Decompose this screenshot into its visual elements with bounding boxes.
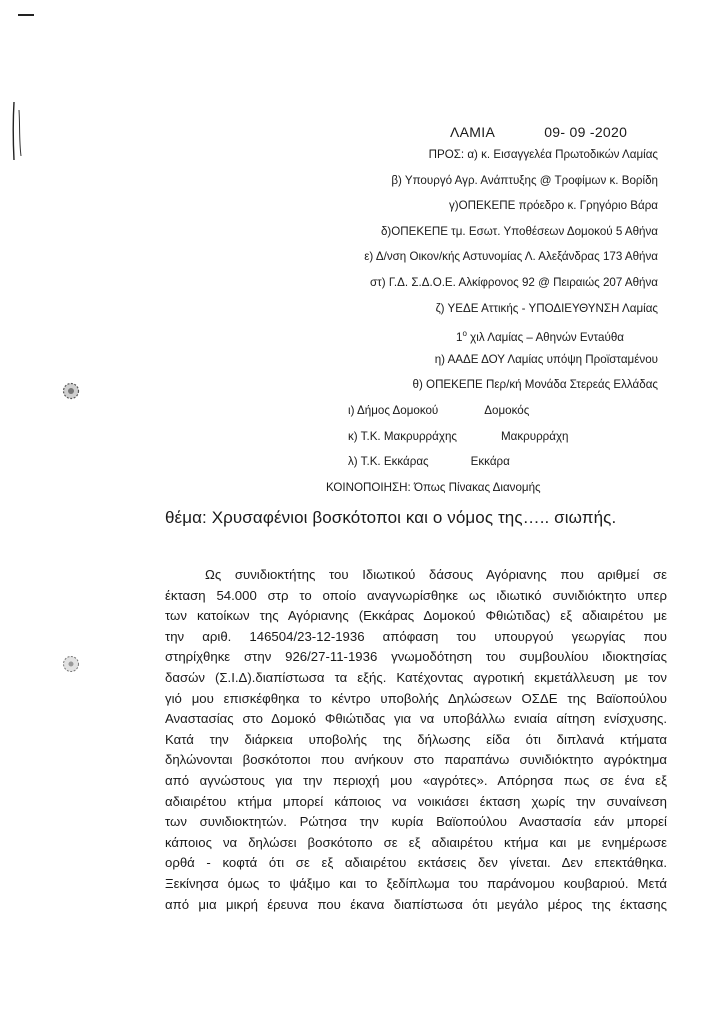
city-label: ΛΑΜΙΑ xyxy=(450,124,496,140)
body-line: από μια μικρή έρευνα που έκανα διαπίστωσα ότι μεγάλο μέρος της έκτασης xyxy=(165,896,667,912)
document-date-line xyxy=(450,124,627,140)
body-line: Κατά την διάρκεια υποβολής της δήλωσης είδα ότι διπλανά κτήματα xyxy=(165,731,667,747)
recipient-line: θ) ΟΠΕΚΕΠΕ Περ/κή Μονάδα Στερεάς Ελλάδας xyxy=(412,378,658,392)
body-line: ορθά - κοφτά ότι σε εξ αδιαιρέτου εκτάσεις δεν γίνεται. Δεν επεκτάθηκα. xyxy=(165,855,667,871)
body-line: αδιαιρέτου κτήμα μπορεί κάποιος να νοικιάσει έκταση χωρίς την συναίνεση xyxy=(165,793,667,809)
body-line: Ως συνιδιοκτήτης του Ιδιωτικού δάσους Αγόριανης που αριθμεί σε xyxy=(205,567,667,582)
subject-heading: θέμα: Χρυσαφένιοι βοσκότοποι και ο νόμος της….. σιωπής. xyxy=(165,508,617,527)
recipient-line: ζ) ΥΕΔΕ Αττικής - ΥΠΟΔΙΕΥΘΥΝΣΗ Λαμίας xyxy=(435,301,658,315)
recipient-local-line: ι) Δήμος Δομοκού Δομοκός xyxy=(348,403,530,417)
recipient-address-line: $1^o$ χιλ Λαμίας – Αθηνών Εντaύθα xyxy=(456,329,624,345)
recipient-local-line: λ) Τ.Κ. Εκκάρας Εκκάρα xyxy=(348,455,510,469)
recipient-line: ΠΡΟΣ: α) κ. Εισαγγελέα Πρωτοδικών Λαμίας xyxy=(428,148,658,161)
binder-hole-icon xyxy=(62,382,80,400)
body-line: των συνιδιοκτητών. Ρώτησα την κυρία Βαϊοπούλου Αναστασία εάν μπορεί xyxy=(165,814,667,830)
cc-line: ΚΟΙΝΟΠΟΙΗΣΗ: Όπως Πίνακας Διανομής xyxy=(326,480,541,494)
body-line: κάποιος να δηλώσει βοσκότοπο σε εξ αδιαιρέτου κτήμα και με ενημέρωσε xyxy=(165,834,667,850)
body-line: έκταση 54.000 στρ το οποίο αναγνωρίσθηκε ως ιδιωτικό συνιδιόκτητο υπερ xyxy=(165,587,667,603)
recipient-line: γ)ΟΠΕΚΕΠΕ πρόεδρο κ. Γρηγόριο Βάρα xyxy=(449,199,658,213)
body-line: από αγνώστους για την περιοχή μου «αγρότες». Απόρησα πως σε ένα εξ xyxy=(165,772,667,788)
document-date: 09- 09 -2020 xyxy=(544,124,628,140)
body-line: των κατοίκων της Αγόριανης (Εκκάρας Δομοκού Φθιώτιδας) εξ αδιαιρέτου με xyxy=(165,608,667,624)
body-line: στηρίχθηκε στην 926/27-11-1936 γνωμοδότηση του συμβουλίου ιδιοκτησίας xyxy=(165,649,667,665)
recipient-line: στ) Γ.Δ. Σ.Δ.Ο.Ε. Αλκίφρονος 92 @ Πειραιώς 207 Αθήνα xyxy=(370,275,658,289)
body-line: Αναστασίας στο Δομοκό Φθιώτιδας για να υποβάλλω ενιαία αίτηση ενίσχυσης. xyxy=(165,711,667,727)
scan-top-mark xyxy=(18,14,34,16)
recipient-line: ε) Δ/νση Οικον/κής Αστυνομίας Λ. Αλεξάνδρας 173 Αθήνα xyxy=(364,250,658,264)
letter-body xyxy=(165,565,667,915)
binder-hole-icon xyxy=(62,655,80,673)
recipient-line: η) ΑΑΔΕ ΔΟΥ Λαμίας υπόψη Προϊσταμένου xyxy=(434,352,658,366)
recipients-block xyxy=(188,142,658,500)
body-line: την αριθ. 146504/23-12-1936 απόφαση του υπουργού γεωργίας που xyxy=(165,628,667,644)
body-line: δασών (Σ.Ι.Δ).διαπίστωσα τα εξής. Κατέχοντας αγροτική εκμετάλλευση με τον xyxy=(165,669,667,685)
body-line: Ξεκίνησα όμως το ψάξιμο και το ξεδίπλωμα του παράνομου κουβαριού. Μετά xyxy=(165,875,667,891)
body-line: γιό μου επισκέφθηκα το κέντρο υποβολής Δηλώσεων ΟΣΔΕ της Βαϊοπούλου xyxy=(165,690,667,706)
body-line: δηλώνονται βοσκότοποι που ανήκουν στο παραπάνω συνιδιόκτητο αγρόκτημα xyxy=(165,752,667,768)
margin-handwritten-mark xyxy=(10,100,24,162)
recipient-local-line: κ) Τ.Κ. Μακρυρράχης Μακρυρράχη xyxy=(348,429,569,443)
recipient-line: β) Υπουργό Αγρ. Ανάπτυξης @ Τροφίμων κ. Βορίδη xyxy=(391,173,658,187)
recipient-line: δ)ΟΠΕΚΕΠΕ τμ. Εσωτ. Υποθέσεων Δομοκού 5 Αθήνα xyxy=(380,224,658,238)
